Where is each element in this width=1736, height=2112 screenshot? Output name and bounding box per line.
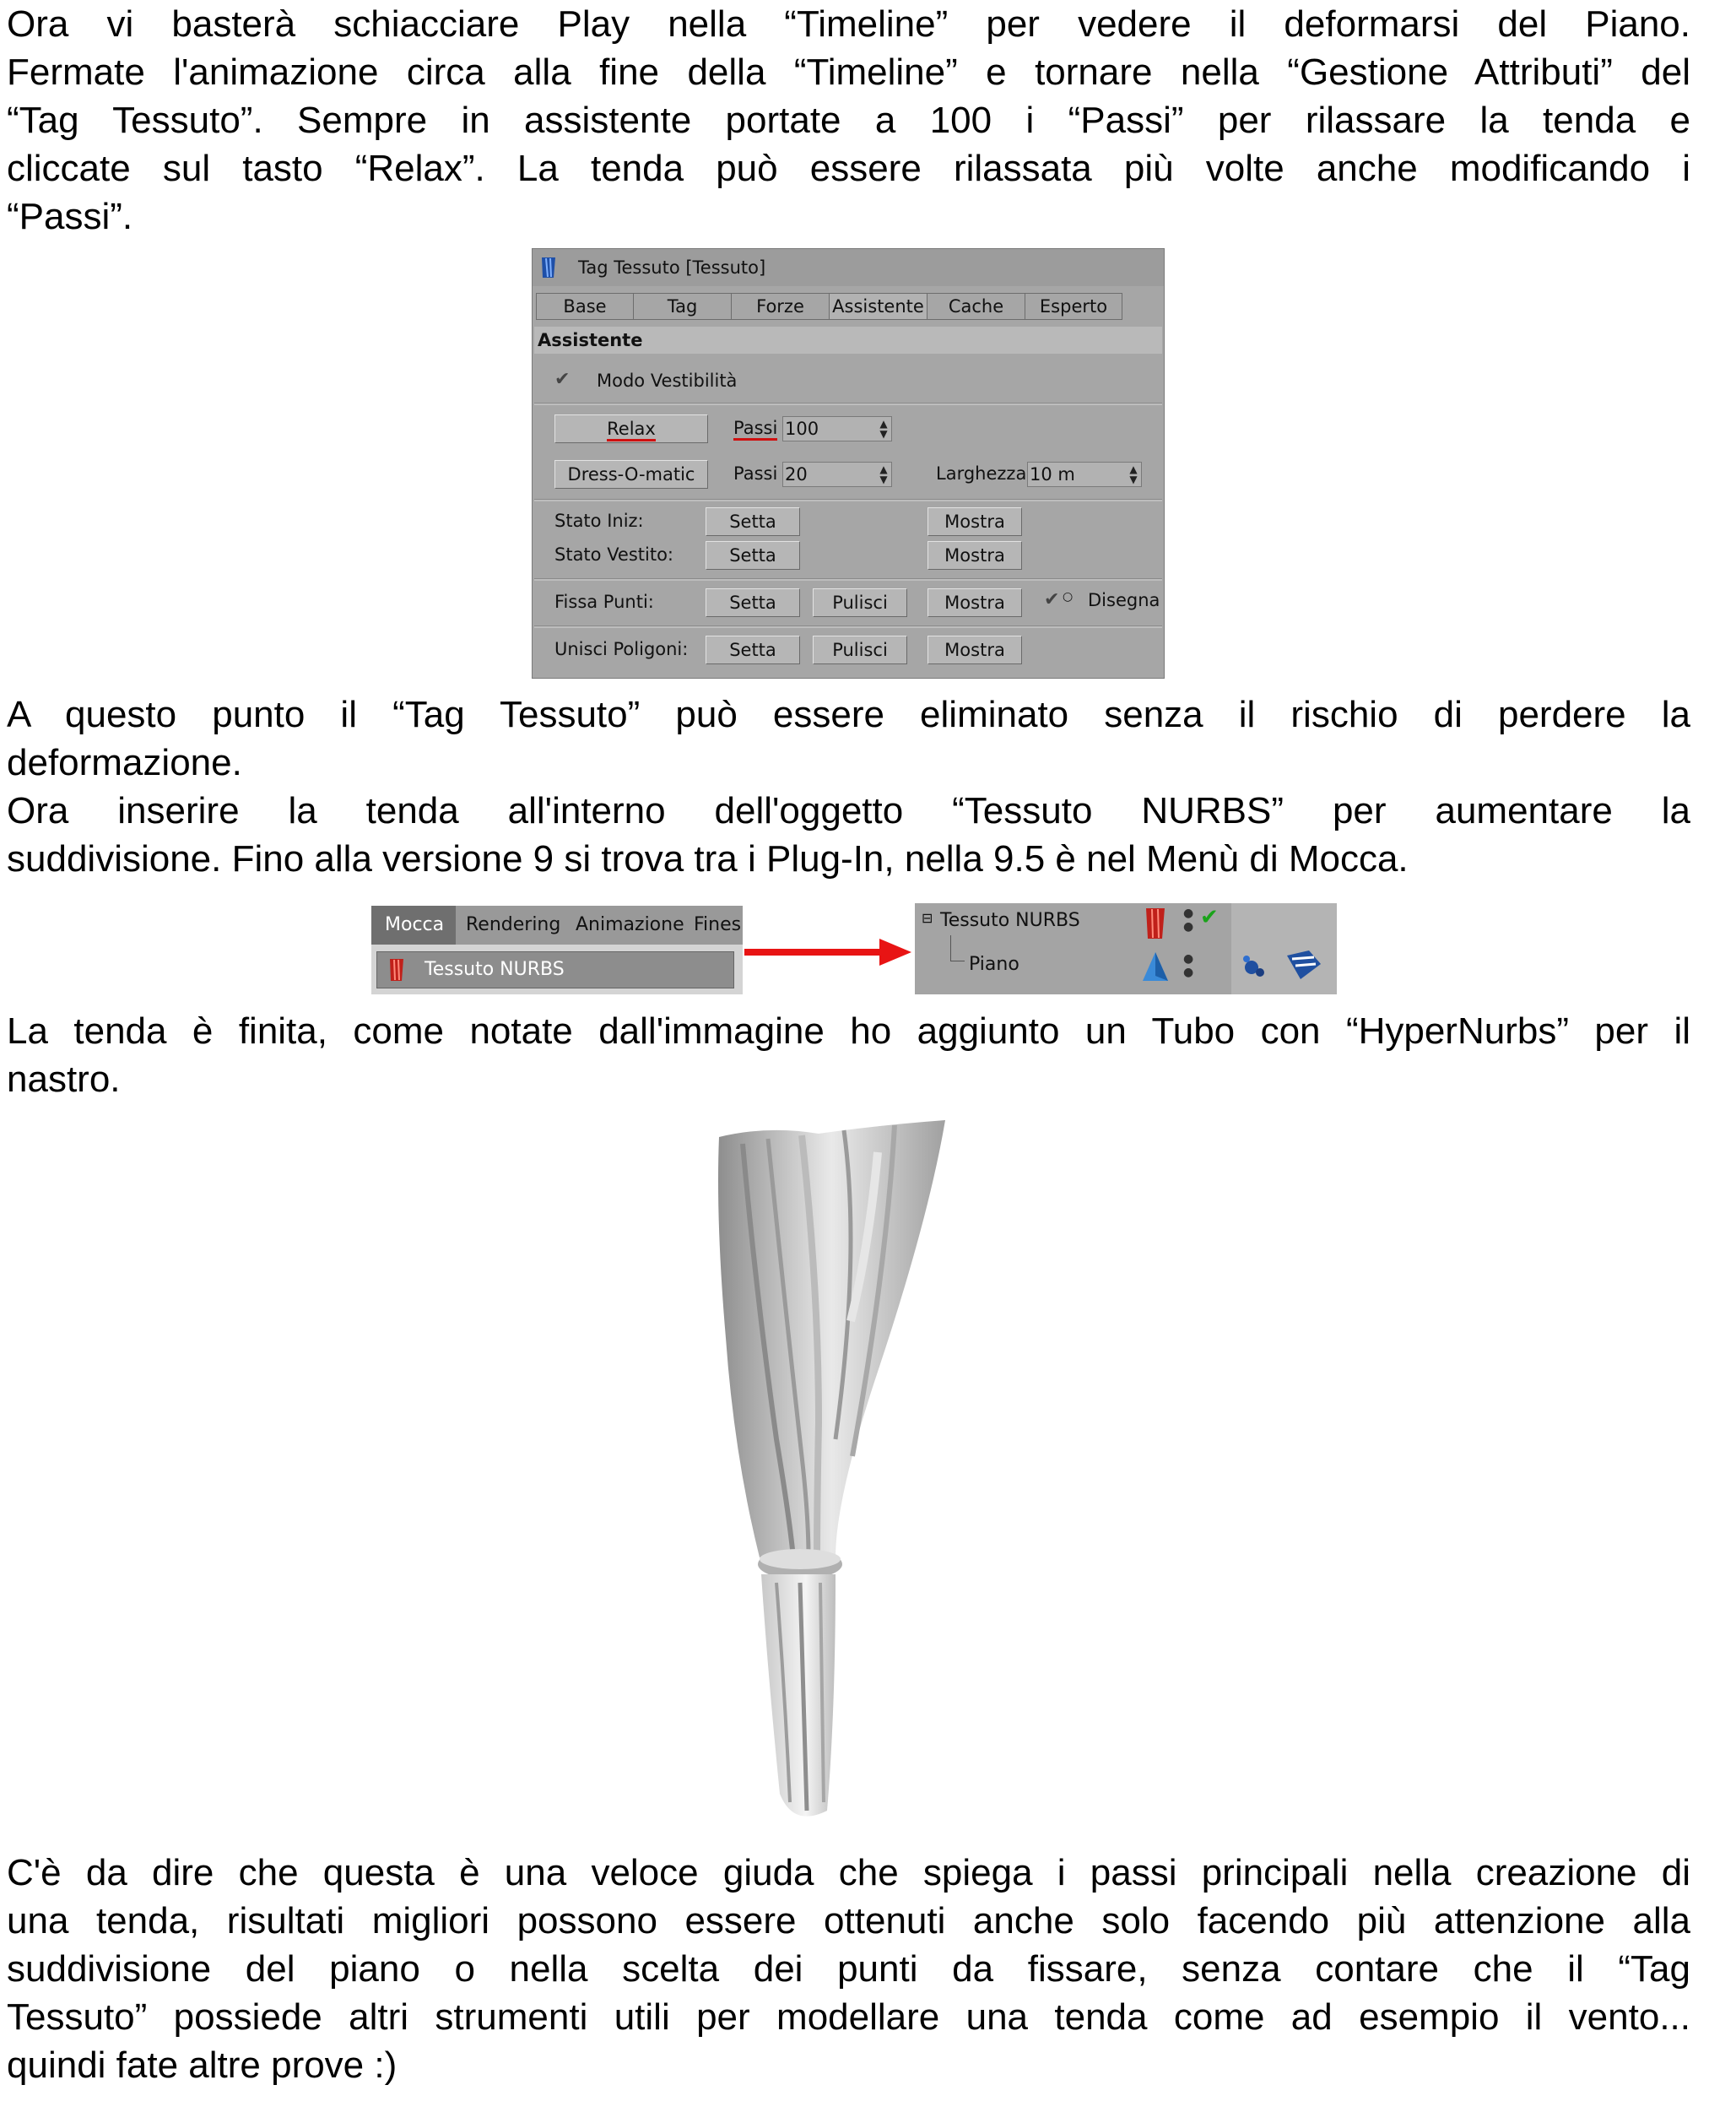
menu-mocca[interactable]: Mocca [371, 906, 456, 945]
tab-forze[interactable]: Forze [731, 293, 829, 320]
text-line: C'è da dire che questa è una veloce giuda che spiega i passi principali nella creazione di [7, 1852, 1690, 1893]
text-line: quindi fate altre prove :) [7, 2044, 397, 2086]
text-line: nastro. [7, 1059, 121, 1100]
passi-input[interactable] [782, 416, 892, 441]
material-tag-icon[interactable] [1240, 947, 1280, 981]
passi-label-text: Passi [733, 418, 777, 441]
relax-button-label: Relax [607, 419, 656, 441]
text-line: una tenda, risultati migliori possono essere ottenuti anche solo facendo più attenzione alla [7, 1900, 1690, 1941]
plane-object-icon [1141, 950, 1170, 984]
cloth-nurbs-icon [387, 957, 406, 983]
red-arrow-icon [744, 937, 913, 967]
text-line: cliccate sul tasto “Relax”. La tenda può essere rilassata più volte anche modificando i [7, 148, 1690, 189]
panel-tabs [536, 293, 1122, 320]
fissa-punti-label: Fissa Punti: [554, 592, 654, 612]
text-line: “Passi”. [7, 196, 133, 237]
passi-value-2: 20 [785, 464, 808, 485]
checkmark-icon[interactable]: ✔ [554, 369, 571, 390]
object-manager-screenshot [915, 903, 1337, 994]
tab-esperto[interactable]: Esperto [1025, 293, 1122, 320]
mocca-menu-screenshot [371, 906, 743, 994]
tags-column [1231, 903, 1337, 994]
curtain-render [709, 1118, 1097, 1853]
larghezza-label: Larghezza [936, 463, 1027, 484]
larghezza-value: 10 m [1030, 464, 1075, 485]
paragraph-eliminate-tag [7, 690, 1690, 883]
larghezza-input[interactable] [1027, 462, 1142, 487]
stato-vestito-mostra-button[interactable]: Mostra [927, 541, 1022, 570]
unisci-mostra-button[interactable]: Mostra [927, 636, 1022, 664]
tab-assistente[interactable]: Assistente [829, 293, 927, 320]
tab-cache[interactable]: Cache [927, 293, 1025, 320]
divider [534, 499, 1162, 501]
spinner-icon[interactable]: ▲ ▼ [1129, 463, 1138, 485]
stato-vestito-label: Stato Vestito: [554, 544, 674, 565]
object-piano[interactable]: Piano [969, 954, 1019, 975]
disegna-label: Disegna [1088, 590, 1160, 610]
menu-rendering[interactable]: Rendering [466, 914, 561, 935]
tag-tessuto-panel [532, 248, 1165, 679]
text-line: Tessuto” possiede altri strumenti utili per modellare una tenda come ad esempio il vento... [7, 1996, 1690, 2038]
unisci-poligoni-label: Unisci Poligoni: [554, 639, 689, 659]
text-line: suddivisione del piano o nella scelta dei punti da fissare, senza contare che il “Tag [7, 1948, 1690, 1990]
passi-label-2: Passi [733, 463, 778, 484]
unisci-setta-button[interactable]: Setta [706, 636, 800, 664]
disegna-checkbox-icon[interactable]: ✔ [1044, 589, 1060, 610]
radio-dot-icon: ○ [1063, 590, 1074, 604]
stato-vestito-setta-button[interactable]: Setta [706, 541, 800, 570]
stato-iniz-label: Stato Iniz: [554, 511, 644, 531]
panel-titlebar [533, 249, 1164, 286]
text-line: suddivisione. Fino alla versione 9 si trova tra i Plug-In, nella 9.5 è nel Menù di Mocca. [7, 838, 1409, 880]
section-title: Assistente [538, 330, 643, 350]
tab-tag[interactable]: Tag [633, 293, 731, 320]
text-line: Fermate l'animazione circa alla fine della “Timeline” e tornare nella “Gestione Attributi” del [7, 51, 1690, 93]
paragraph-conclusion [7, 1849, 1690, 2089]
tree-connector [950, 935, 965, 961]
section-header [534, 327, 1162, 354]
unisci-pulisci-button[interactable]: Pulisci [813, 636, 907, 664]
text-line: Ora vi basterà schiacciare Play nella “Timeline” per vedere il deformarsi del Piano. [7, 3, 1690, 45]
text-line: deformazione. [7, 742, 242, 783]
relax-button[interactable] [554, 414, 708, 443]
text-line: La tenda è finita, come notate dall'immagine ho aggiunto un Tubo con “HyperNurbs” per il [7, 1010, 1690, 1052]
fissa-punti-setta-button[interactable]: Setta [706, 588, 800, 617]
cloth-tag-icon[interactable] [1284, 947, 1324, 983]
divider [534, 625, 1162, 628]
visibility-dots-icon[interactable]: ● ● [1183, 907, 1194, 934]
paragraph-finished [7, 1007, 1690, 1103]
menu-finestra[interactable]: Fines [694, 914, 742, 935]
stato-iniz-mostra-button[interactable]: Mostra [927, 507, 1022, 536]
passi-input-2[interactable] [782, 462, 892, 487]
text-line: Ora inserire la tenda all'interno dell'oggetto “Tessuto NURBS” per aumentare la [7, 790, 1690, 831]
panel-title: Tag Tessuto [Tessuto] [578, 257, 766, 278]
spinner-icon[interactable]: ▲ ▼ [879, 418, 888, 440]
tab-base[interactable]: Base [536, 293, 633, 320]
menubar [371, 906, 743, 945]
fissa-punti-mostra-button[interactable]: Mostra [927, 588, 1022, 617]
modo-vestibilita-label: Modo Vestibilità [597, 371, 738, 391]
menu-item-tessuto-nurbs[interactable] [376, 951, 734, 988]
paragraph-intro [7, 0, 1690, 241]
text-line: A questo punto il “Tag Tessuto” può essere eliminato senza il rischio di perdere la [7, 694, 1690, 735]
collapse-icon[interactable]: ⊟ [922, 910, 933, 926]
divider [534, 578, 1162, 581]
passi-label [733, 418, 777, 438]
dress-o-matic-button[interactable]: Dress-O-matic [554, 460, 708, 489]
enabled-check-icon[interactable]: ✔ [1200, 905, 1219, 930]
menu-item-label: Tessuto NURBS [425, 959, 565, 980]
fissa-punti-pulisci-button[interactable]: Pulisci [813, 588, 907, 617]
visibility-dots-icon[interactable]: ● ● [1183, 952, 1194, 979]
cloth-nurbs-icon [1143, 907, 1168, 940]
text-line: “Tag Tessuto”. Sempre in assistente portate a 100 i “Passi” per rilassare la tenda e [7, 100, 1690, 141]
menu-animazione[interactable]: Animazione [576, 914, 684, 935]
cloth-tag-icon [539, 256, 558, 279]
spinner-icon[interactable]: ▲ ▼ [879, 463, 888, 485]
object-tessuto-nurbs[interactable]: Tessuto NURBS [940, 910, 1080, 931]
passi-value: 100 [785, 419, 819, 439]
object-tree [915, 903, 1231, 994]
stato-iniz-setta-button[interactable]: Setta [706, 507, 800, 536]
divider [534, 403, 1162, 405]
